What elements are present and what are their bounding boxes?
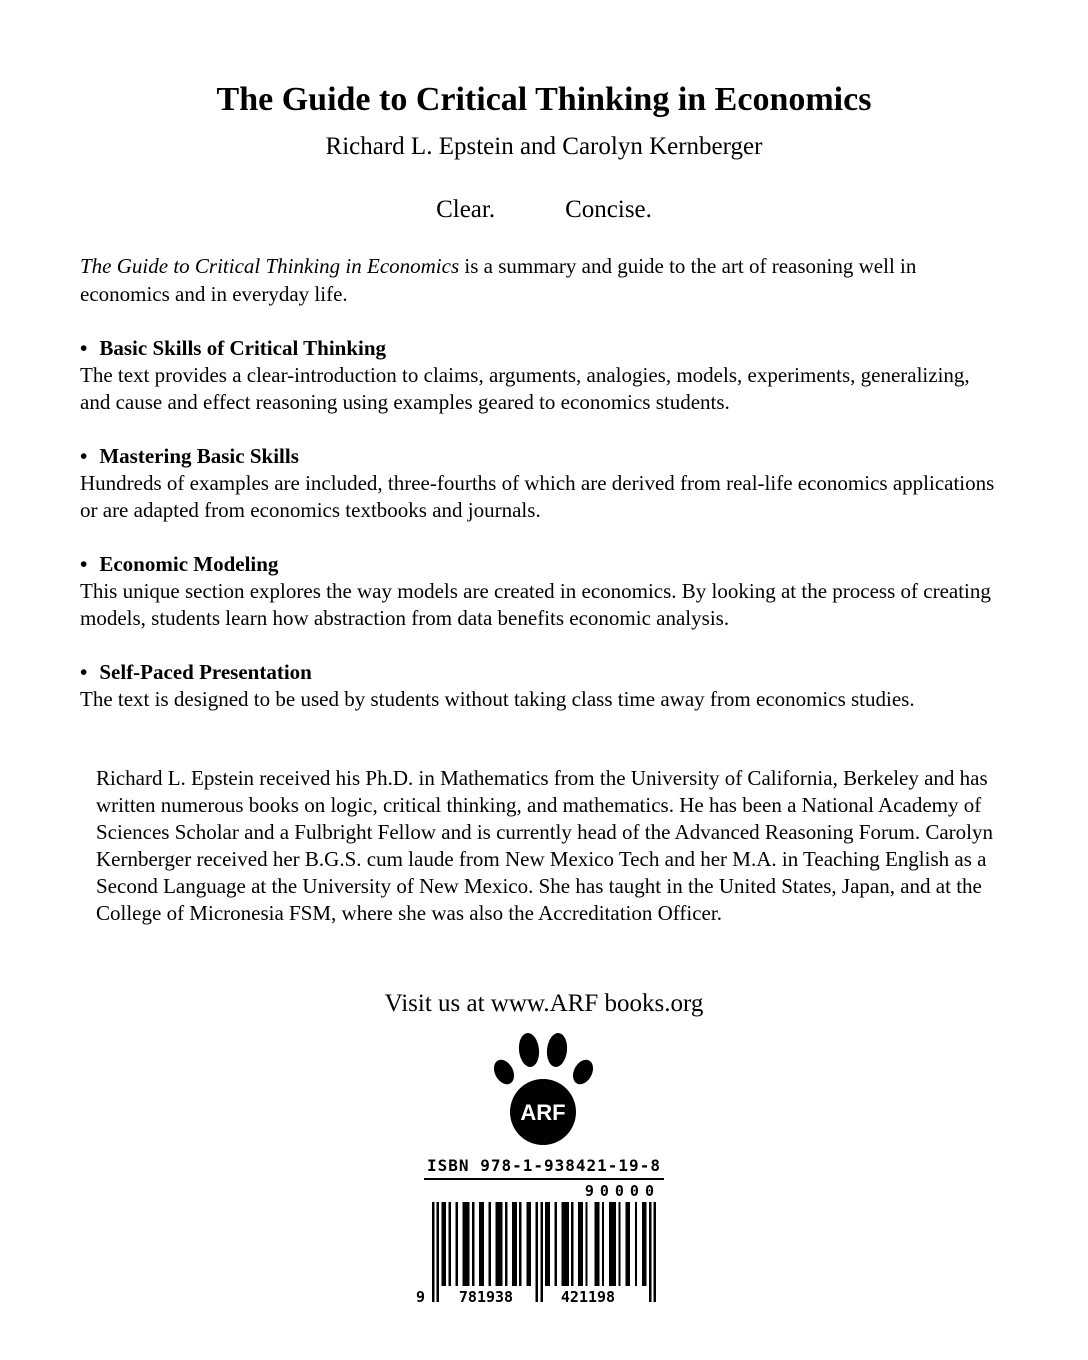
bullet-heading xyxy=(80,658,1008,686)
bullet-body: Hundreds of examples are included, three-fourths of which are derived from real-life economics applications or are adapted from economics textbooks and journals. xyxy=(80,471,995,522)
bullet-heading xyxy=(80,334,1008,362)
intro-text: is a summary and guide to the art of reasoning well in economics and in everyday life. xyxy=(80,254,917,306)
arf-paw-logo xyxy=(491,1032,597,1148)
bullet-section-basic-skills xyxy=(80,334,1008,416)
bullet-heading-text: Economic Modeling xyxy=(99,552,279,576)
barcode-digits xyxy=(416,1289,632,1306)
isbn-barcode-block xyxy=(416,1156,664,1306)
tagline-word-clear: Clear. xyxy=(436,196,496,223)
tagline xyxy=(80,193,1008,226)
barcode-digit-first: 9 xyxy=(416,1288,426,1306)
bullet-heading xyxy=(80,442,1008,470)
bullet-section-mastering-skills xyxy=(80,442,1008,524)
logo-container xyxy=(80,1032,1008,1148)
bullet-heading xyxy=(80,550,1008,578)
bullet-body: This unique section explores the way models are created in economics. By looking at the process of creating models, students learn how abstraction from data benefits economic analysis. xyxy=(80,579,991,630)
website-line: Visit us at www.ARF books.org xyxy=(384,990,704,1017)
book-title: The Guide to Critical Thinking in Economics xyxy=(216,81,872,118)
bullet-section-economic-modeling xyxy=(80,550,1008,632)
barcode-digits-right: 421198 xyxy=(544,1289,632,1306)
bullet-body: The text provides a clear-introduction to claims, arguments, analogies, models, experiments, generalizing, and cause and effect reasoning using examples geared to economics students. xyxy=(80,363,970,414)
bullet-section-self-paced xyxy=(80,658,1008,713)
bullet-heading-text: Mastering Basic Skills xyxy=(99,444,299,468)
isbn-price-code: 90000 xyxy=(584,1182,660,1200)
bullet-heading-text: Basic Skills of Critical Thinking xyxy=(99,336,387,360)
tagline-word-concise: Concise. xyxy=(565,196,652,223)
book-authors: Richard L. Epstein and Carolyn Kernberger xyxy=(325,133,763,160)
barcode-image xyxy=(432,1202,656,1302)
bullet-body: The text is designed to be used by students without taking class time away from economics studies. xyxy=(80,687,915,711)
logo-text: ARF xyxy=(520,1100,566,1125)
bullet-heading-text: Self-Paced Presentation xyxy=(99,660,312,684)
author-bio: Richard L. Epstein received his Ph.D. in Mathematics from the University of California, Berkeley and has written numerous books on logic, critical thinking, and mathematics. He has been a National Academy of Sciences Scholar and a Fulbright Fellow and is currently head of the Advanced Reasoning Forum. Carolyn Kernberger received her B.G.S. cum laude from New Mexico Tech and her M.A. in Teaching English as a Second Language at the University of New Mexico. She has taught in the United States, Japan, and at the College of Micronesia FSM, where she was also the Accreditation Officer. xyxy=(96,766,993,925)
bullet-icon: • xyxy=(80,336,88,360)
bullet-icon: • xyxy=(80,660,88,684)
bullet-icon: • xyxy=(80,552,88,576)
bullet-icon: • xyxy=(80,444,88,468)
intro-book-title-italic: The Guide to Critical Thinking in Economics xyxy=(80,254,460,278)
barcode xyxy=(416,1202,656,1306)
barcode-digits-left: 781938 xyxy=(442,1289,530,1306)
isbn-divider xyxy=(424,1178,664,1180)
isbn-number: ISBN 978-1-938421-19-8 xyxy=(427,1156,661,1175)
intro-paragraph xyxy=(80,252,985,308)
